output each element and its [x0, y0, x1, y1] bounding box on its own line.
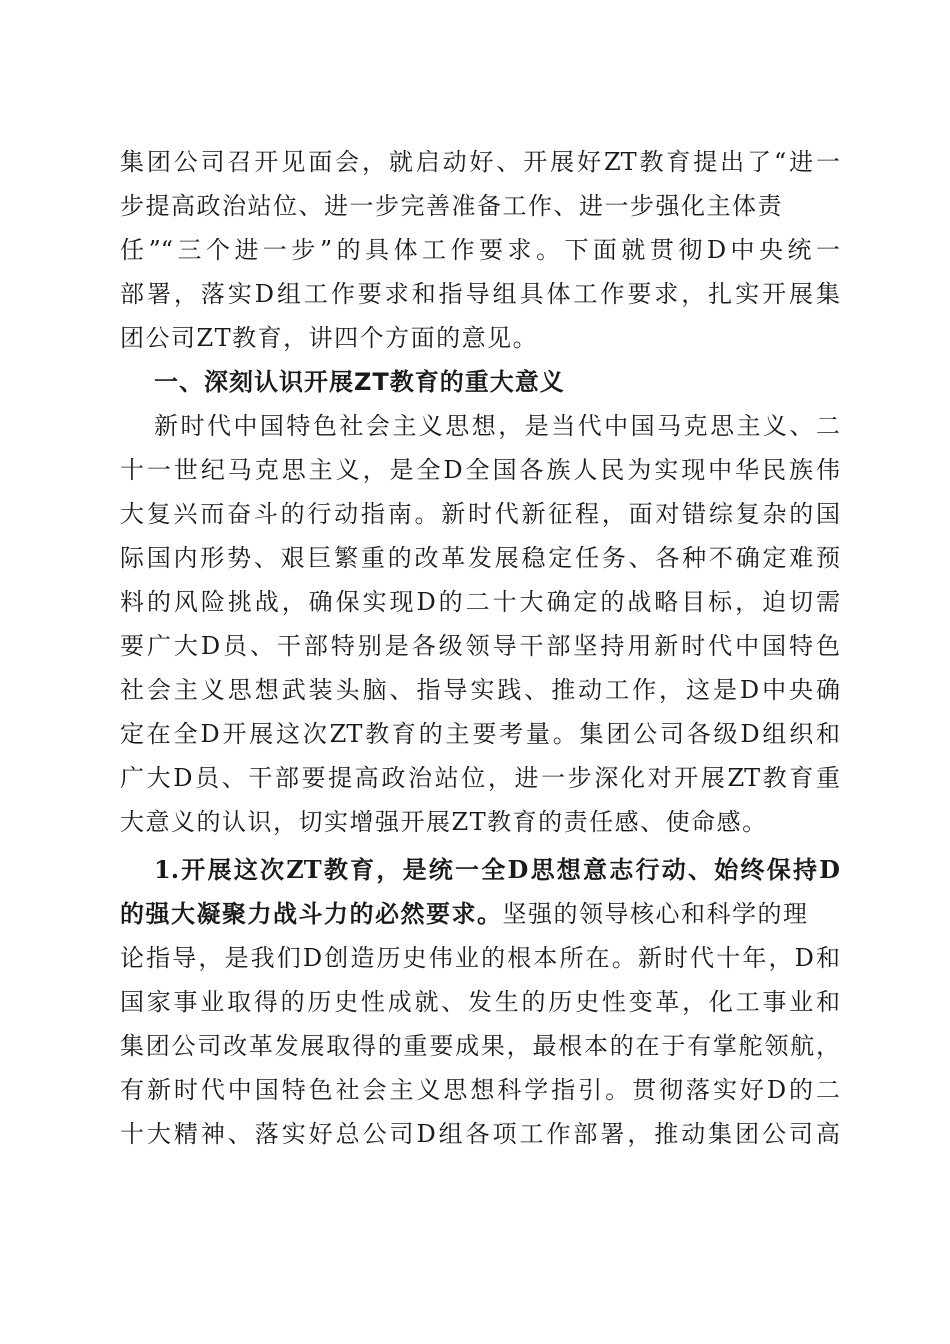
- body-line: 步提高政治站位、进一步完善准备工作、进一步强化主体责: [120, 192, 783, 220]
- body-line: 料的风险挑战，确保实现D的二十大确定的战略目标，迫切需: [120, 588, 840, 616]
- body-line: 际国内形势、艰巨繁重的改革发展稳定任务、各种不确定难预: [120, 544, 840, 572]
- body-line: 有新时代中国特色社会主义思想科学指引。贯彻落实好D的二: [120, 1076, 840, 1104]
- body-line: 十大精神、落实好总公司D组各项工作部署，推动集团公司高: [120, 1120, 840, 1148]
- body-line: 团公司ZT教育，讲四个方面的意见。: [120, 324, 539, 352]
- body-line: 集团公司改革发展取得的重要成果，最根本的在于有掌舵领航，: [120, 1032, 840, 1060]
- point-heading: 1.开展这次ZT教育，是统一全D思想意志行动、始终保持D: [154, 855, 840, 884]
- body-text: 坚强的领导核心和科学的理: [502, 900, 809, 928]
- body-line: 社会主义思想武装头脑、指导实践、推动工作，这是D中央确: [120, 676, 840, 704]
- body-line: 部署，落实D组工作要求和指导组具体工作要求，扎实开展集: [120, 280, 840, 308]
- body-line: 大意义的认识，切实增强开展ZT教育的责任感、使命感。: [120, 808, 768, 836]
- body-line: 十一世纪马克思主义，是全D全国各族人民为实现中华民族伟: [120, 456, 840, 484]
- body-line: 广大D员、干部要提高政治站位，进一步深化对开展ZT教育重: [120, 764, 840, 792]
- body-line: 国家事业取得的历史性成就、发生的历史性变革，化工事业和: [120, 988, 840, 1016]
- body-line: 论指导，是我们D创造历史伟业的根本所在。新时代十年，D和: [120, 944, 840, 972]
- body-line: 要广大D员、干部特别是各级领导干部坚持用新时代中国特色: [120, 632, 840, 660]
- body-line: 任”“三个进一步”的具体工作要求。下面就贯彻D中央统一: [120, 236, 840, 264]
- section-heading: 一、深刻认识开展ZT教育的重大意义: [154, 368, 565, 396]
- point-heading-end: 的强大凝聚力战斗力的必然要求。: [120, 899, 503, 928]
- mixed-line: [120, 892, 840, 936]
- body-line: 定在全D开展这次ZT教育的主要考量。集团公司各级D组织和: [120, 720, 840, 748]
- body-line: 集团公司召开见面会，就启动好、开展好ZT教育提出了“进一: [120, 148, 840, 176]
- body-line: 大复兴而奋斗的行动指南。新时代新征程，面对错综复杂的国: [120, 500, 840, 528]
- document-body: [120, 140, 840, 1156]
- body-line: 新时代中国特色社会主义思想，是当代中国马克思主义、二: [154, 412, 840, 440]
